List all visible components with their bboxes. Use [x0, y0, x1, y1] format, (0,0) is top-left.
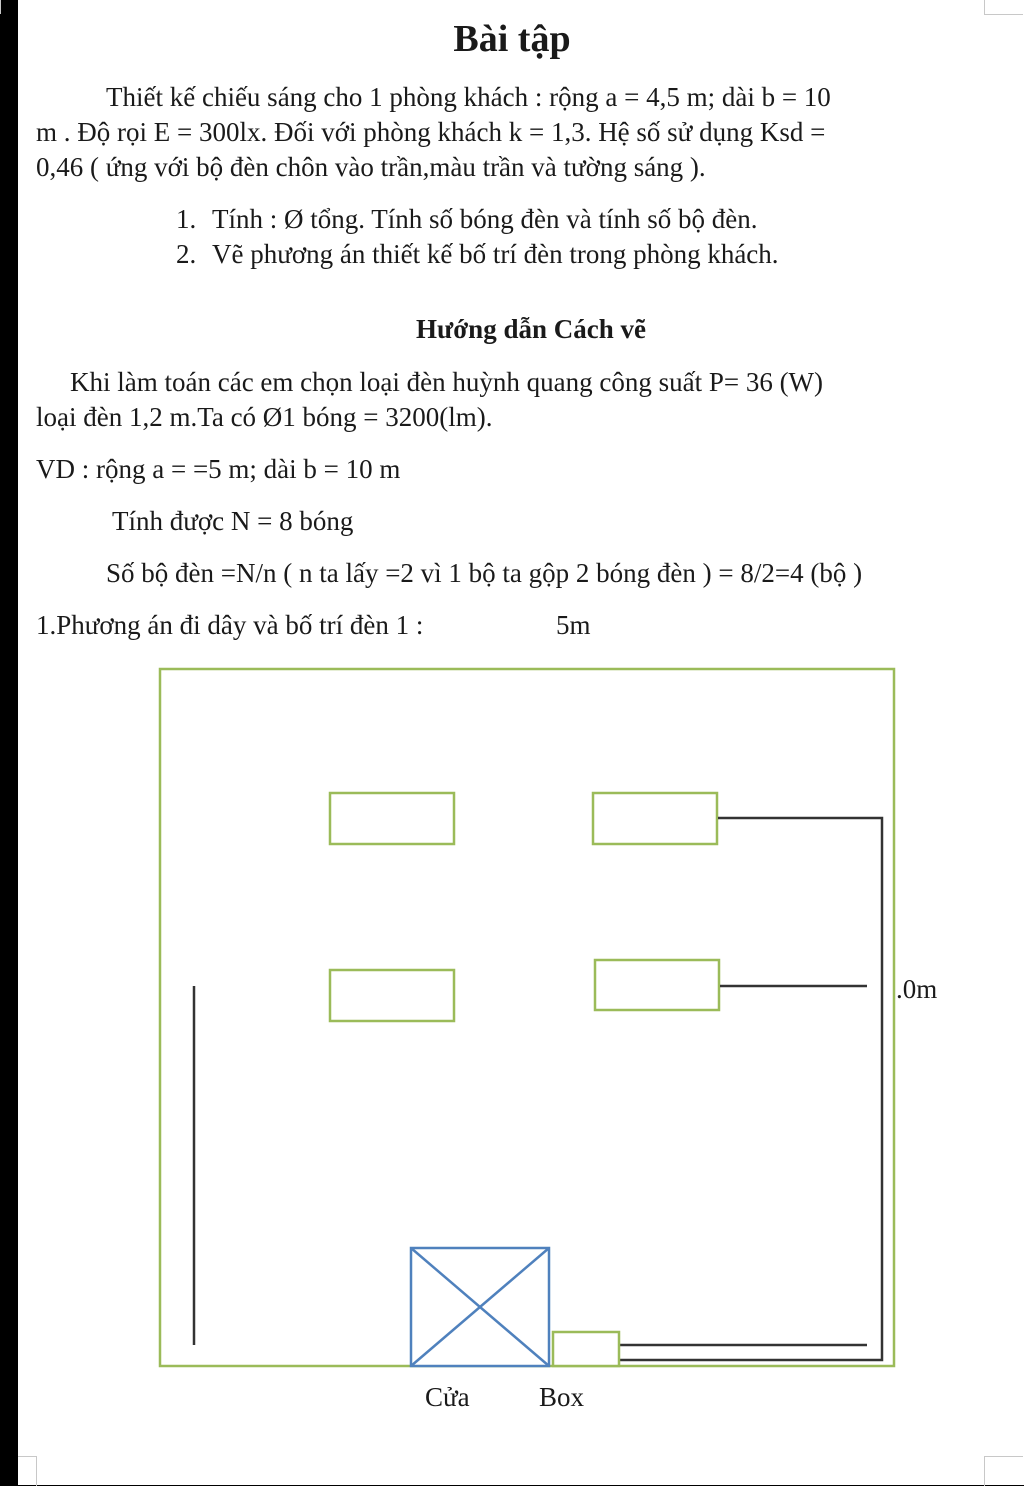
task-item-1-number: 1.: [176, 204, 197, 234]
lamp-set-3: [330, 970, 454, 1021]
page-title: Bài tập: [453, 18, 571, 60]
room-width-label: 5m: [556, 610, 591, 640]
problem-line-2: m . Độ rọi E = 300lx. Đối với phòng khách k = 1,3. Hệ số sử dụng Ksd =: [36, 117, 826, 147]
task-item-2-number: 2.: [176, 239, 197, 269]
guide-heading: Hướng dẫn Cách vẽ: [416, 314, 646, 344]
lamp-set-1: [330, 793, 454, 844]
guide-line-2: loại đèn 1,2 m.Ta có Ø1 bóng = 3200(lm).: [36, 402, 493, 432]
problem-line-1: Thiết kế chiếu sáng cho 1 phòng khách : rộng a = 4,5 m; dài b = 10: [106, 82, 831, 112]
problem-line-3: 0,46 ( ứng với bộ đèn chôn vào trần,màu trần và tường sáng ).: [36, 152, 706, 182]
guide-line-1: Khi làm toán các em chọn loại đèn huỳnh quang công suất P= 36 (W): [70, 367, 824, 397]
room-length-label: .0m: [896, 974, 938, 1004]
lamp-set-4: [595, 960, 719, 1010]
lamp-sets-line: Số bộ đèn =N/n ( n ta lấy =2 vì 1 bộ ta gộp 2 bóng đèn ) = 8/2=4 (bộ ): [106, 558, 863, 588]
example-line: VD : rộng a = =5 m; dài b = 10 m: [36, 454, 401, 484]
switch-box: [553, 1332, 619, 1366]
box-label: Box: [539, 1382, 585, 1412]
scheme-heading: 1.Phương án đi dây và bố trí đèn 1 :: [36, 610, 424, 640]
task-item-1-text: Tính : Ø tổng. Tính số bóng đèn và tính số bộ đèn.: [212, 204, 758, 234]
task-item-2-text: Vẽ phương án thiết kế bố trí đèn trong phòng khách.: [212, 239, 779, 269]
wire-lamp-2-to-riser: [620, 818, 882, 1360]
door-symbol: [411, 1248, 549, 1366]
result-line: Tính được N = 8 bóng: [112, 506, 354, 536]
door-label: Cửa: [425, 1382, 470, 1412]
lamp-set-2: [593, 793, 717, 844]
